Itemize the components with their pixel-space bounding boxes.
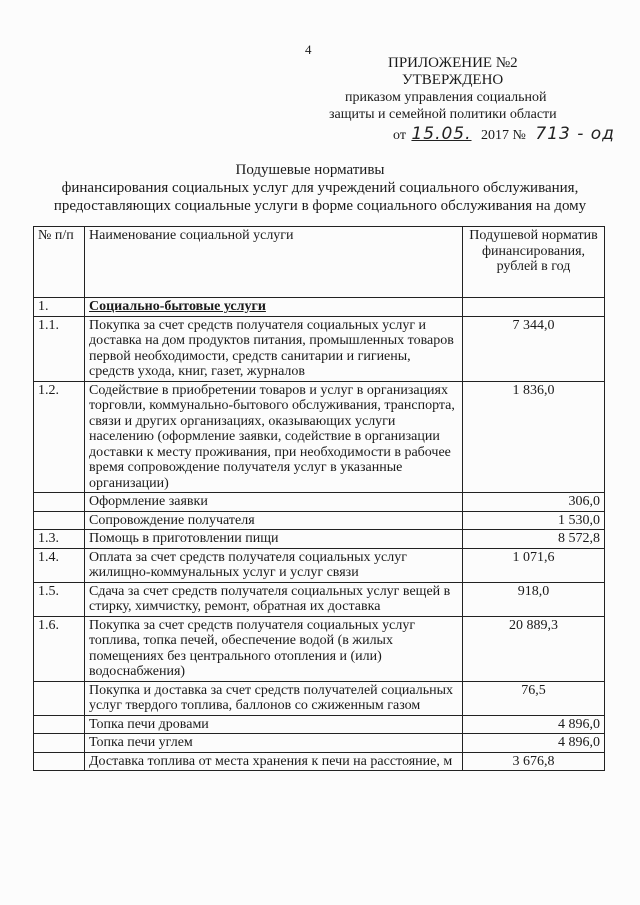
header-num: № п/п	[34, 227, 85, 298]
row-name: Содействие в приобретении товаров и услуг в организациях торговли, коммунально-бытового обслуживания, транспорта, связи и других организациях, оказывающих услуги населению (оформление заявки, содействие в организации доставки к месту проживания, при необходимости в рабочее время сопровождение получателя услуг в указанные организации)	[85, 381, 463, 493]
section-heading: Социально-бытовые услуги	[89, 299, 266, 314]
row-name: Топка печи углем	[85, 734, 463, 753]
row-num: 1.6.	[34, 616, 85, 681]
table-row	[34, 298, 605, 317]
row-name	[85, 298, 463, 317]
row-value: 4 896,0	[463, 715, 605, 734]
row-num	[34, 734, 85, 753]
row-name: Помощь в приготовлении пищи	[85, 530, 463, 549]
approval-authority-line: защиты и семейной политики области	[329, 107, 557, 122]
table-row	[34, 734, 605, 753]
normatives-table	[33, 226, 605, 771]
row-name: Сопровождение получателя	[85, 511, 463, 530]
approval-date-line	[393, 124, 615, 144]
row-num: 1.	[34, 298, 85, 317]
row-value: 4 896,0	[463, 734, 605, 753]
row-num	[34, 493, 85, 512]
row-num: 1.2.	[34, 381, 85, 493]
table-row	[34, 493, 605, 512]
row-num	[34, 511, 85, 530]
row-num	[34, 715, 85, 734]
row-name: Сдача за счет средств получателя социальных услуг вещей в стирку, химчистку, ремонт, обратная их доставка	[85, 582, 463, 616]
row-value: 306,0	[463, 493, 605, 512]
row-num	[34, 681, 85, 715]
row-value	[463, 298, 605, 317]
row-value: 1 530,0	[463, 511, 605, 530]
approval-order-line: приказом управления социальной	[345, 90, 547, 105]
row-value: 20 889,3	[463, 616, 605, 681]
table-row	[34, 316, 605, 381]
table-row	[34, 582, 605, 616]
handwritten-date: 15.05.	[411, 124, 472, 144]
header-service-name: Наименование социальной услуги	[85, 227, 463, 298]
document-title-line-1: Подушевые нормативы	[235, 162, 385, 178]
order-year: 2017 №	[481, 128, 526, 143]
row-num: 1.4.	[34, 548, 85, 582]
table-row	[34, 752, 605, 771]
row-name: Оплата за счет средств получателя социальных услуг жилищно-коммунальных услуг и услуг связи	[85, 548, 463, 582]
row-value: 918,0	[463, 582, 605, 616]
table-header-row	[34, 227, 605, 298]
approval-appendix-label: ПРИЛОЖЕНИЕ №2	[388, 55, 518, 71]
table-row	[34, 381, 605, 493]
table-row	[34, 681, 605, 715]
row-name: Доставка топлива от места хранения к печи на расстояние, м	[85, 752, 463, 771]
row-name: Покупка и доставка за счет средств получателей социальных услуг твердого топлива, баллонов со сжиженным газом	[85, 681, 463, 715]
row-value: 1 836,0	[463, 381, 605, 493]
document-title-line-3: предоставляющих социальные услуги в форме социального обслуживания на дому	[53, 198, 587, 214]
header-normative: Подушевой норматив финансирования, рублей в год	[463, 227, 605, 298]
row-num: 1.5.	[34, 582, 85, 616]
row-num: 1.1.	[34, 316, 85, 381]
row-name: Топка печи дровами	[85, 715, 463, 734]
row-name: Покупка за счет средств получателя социальных услуг топлива, топка печей, обеспечение водой (в жилых помещениях без центрального отопления и (или) водоснабжения)	[85, 616, 463, 681]
row-name: Покупка за счет средств получателя социальных услуг и доставка на дом продуктов питания, промышленных товаров первой необходимости, средств санитарии и гигиены, средств ухода, книг, газет, журналов	[85, 316, 463, 381]
table-row	[34, 530, 605, 549]
row-value: 76,5	[463, 681, 605, 715]
handwritten-order-number: 713 - од	[535, 124, 615, 144]
table-row	[34, 511, 605, 530]
page-number: 4	[305, 42, 312, 57]
row-value: 3 676,8	[463, 752, 605, 771]
document-title-line-2: финансирования социальных услуг для учреждений социального обслуживания,	[61, 180, 579, 196]
approval-approved-label: УТВЕРЖДЕНО	[402, 72, 504, 88]
row-num: 1.3.	[34, 530, 85, 549]
table-row	[34, 616, 605, 681]
table-row	[34, 715, 605, 734]
row-value: 1 071,6	[463, 548, 605, 582]
table-row	[34, 548, 605, 582]
row-value: 7 344,0	[463, 316, 605, 381]
row-num	[34, 752, 85, 771]
row-value: 8 572,8	[463, 530, 605, 549]
date-prefix: от	[393, 128, 406, 143]
row-name: Оформление заявки	[85, 493, 463, 512]
